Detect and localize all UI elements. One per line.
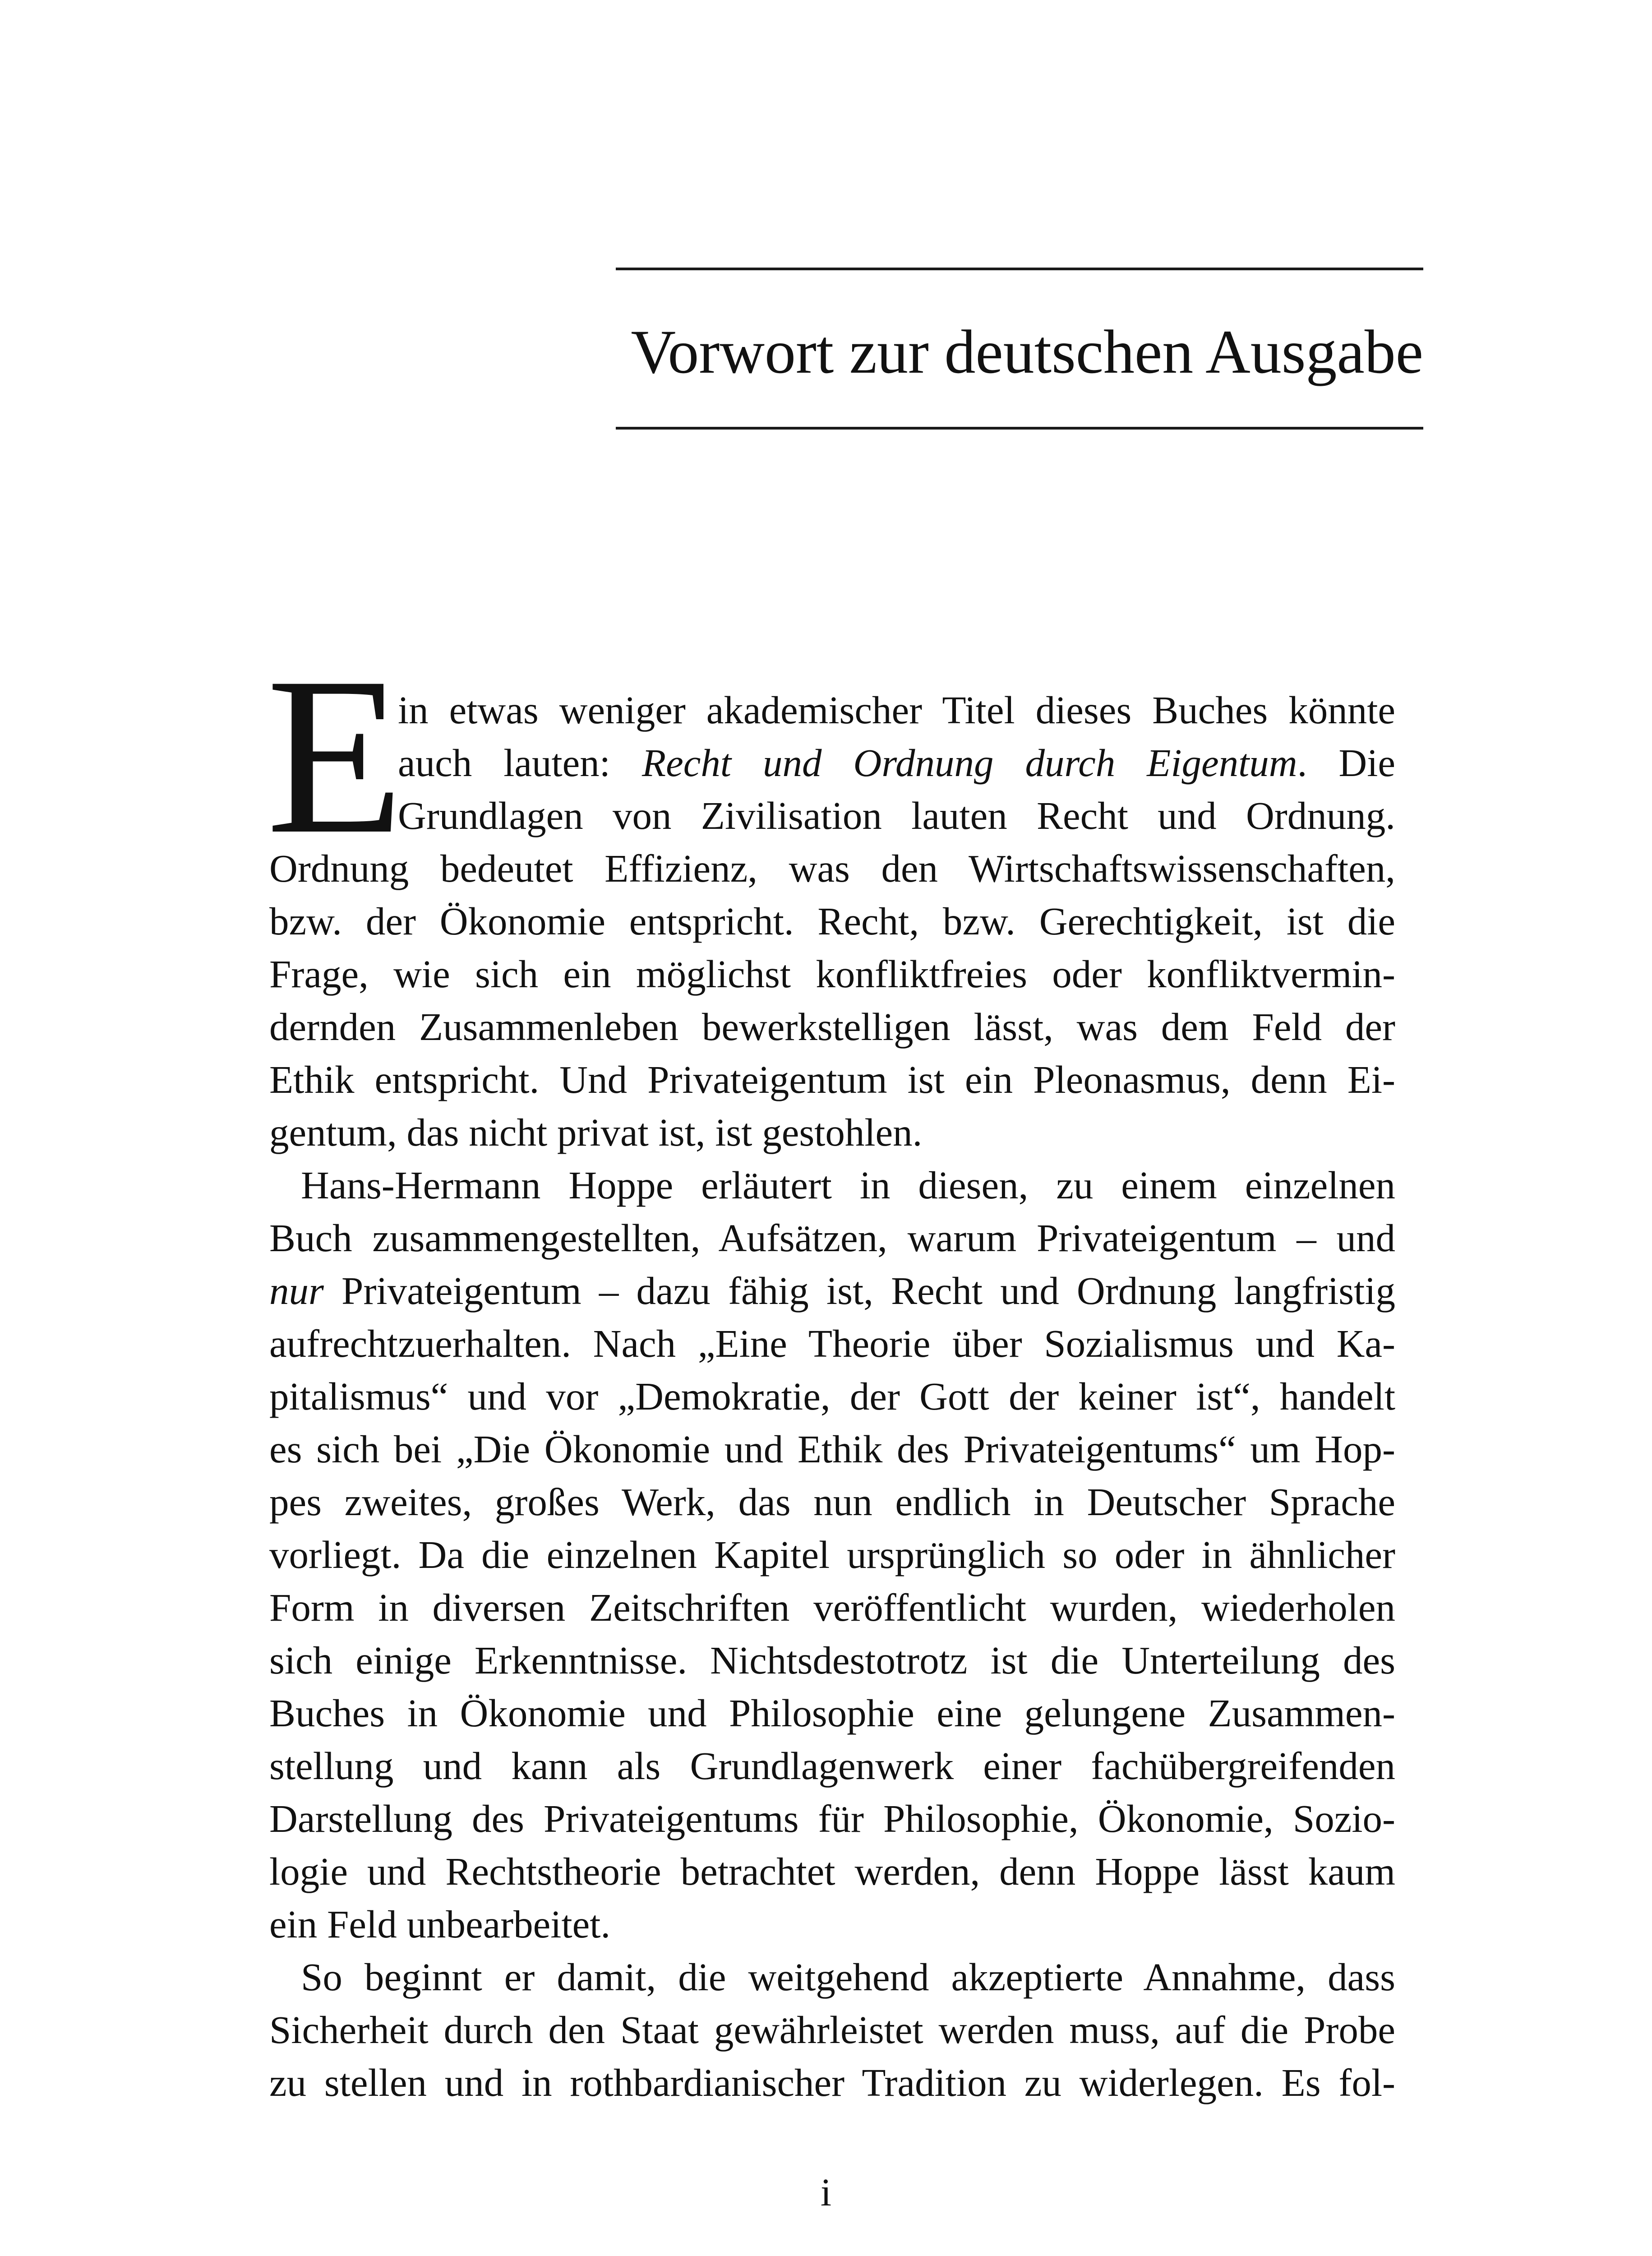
title-rule-bottom [616,427,1423,430]
italic-title: Recht und Ordnung durch Eigentum [641,741,1297,785]
text-line: Ordnung bedeutet Effizienz, was den Wirtschaftswissenschaften, [269,846,1395,890]
text-run: . Die [1297,741,1395,785]
text-line: dernden Zusammenleben bewerkstelligen lässt, was dem Feld der [269,1005,1395,1049]
text-line: Hans-Hermann Hoppe erläutert in diesen, zu einem einzelnen [301,1163,1395,1207]
text-line [269,736,1395,789]
text-line: bzw. der Ökonomie entspricht. Recht, bzw. Gerechtigkeit, ist die [269,899,1395,943]
text-line: Darstellung des Privateigentums für Philosophie, Ökonomie, Sozio- [269,1797,1395,1840]
italic-emphasis: nur [269,1269,324,1313]
text-line: Grundlagen von Zivilisation lauten Recht und Ordnung. [398,794,1395,837]
text-line: vorliegt. Da die einzelnen Kapitel ursprünglich so oder in ähnlicher [269,1533,1395,1576]
text-line: Frage, wie sich ein möglichst konfliktfreies oder konfliktvermin- [269,952,1395,996]
text-line: logie und Rechtstheorie betrachtet werden, denn Hoppe lässt kaum [269,1849,1395,1893]
text-line: in etwas weniger akademischer Titel dieses Buches könnte [398,688,1395,732]
text-run: Privateigentum – dazu fähig ist, Recht und Ordnung langfristig [323,1269,1395,1313]
text-line: aufrechtzuerhalten. Nach „Eine Theorie über Sozialismus und Ka- [269,1322,1395,1365]
text-line: es sich bei „Die Ökonomie und Ethik des Privateigentums“ um Hop- [269,1427,1395,1471]
text-line: pes zweites, großes Werk, das nun endlich in Deutscher Sprache [269,1480,1395,1524]
text-line: pitalismus“ und vor „Demokratie, der Gott der keiner ist“, handelt [269,1374,1395,1418]
text-line [269,1264,1395,1317]
text-run: auch lauten: [398,741,642,785]
paragraph-3 [269,1951,1395,2109]
text-line: sich einige Erkenntnisse. Nichtsdestotrotz ist die Unterteilung des [269,1638,1395,1682]
drop-cap: E [266,631,404,881]
paragraph-2 [269,1159,1395,1951]
text-line: Sicherheit durch den Staat gewährleistet werden muss, auf die Probe [269,2008,1395,2052]
body-text [269,684,1395,2109]
chapter-title: Vorwort zur deutschen Ausgabe [631,317,1423,386]
text-line: gentum, das nicht privat ist, ist gestohlen. [269,1110,923,1154]
text-line: Buches in Ökonomie und Philosophie eine gelungene Zusammen- [269,1691,1395,1735]
text-line: ein Feld unbearbeitet. [269,1902,611,1946]
text-line: Ethik entspricht. Und Privateigentum ist ein Pleonasmus, denn Ei- [269,1058,1395,1101]
paragraph-1 [269,684,1395,1159]
text-line: stellung und kann als Grundlagenwerk einer fachübergreifenden [269,1744,1395,1788]
text-line: So beginnt er damit, die weitgehend akzeptierte Annahme, dass [301,1955,1395,1999]
text-line: Form in diversen Zeitschriften veröffentlicht wurden, wiederholen [269,1586,1395,1629]
title-rule-top [616,268,1423,270]
text-line: Buch zusammengestellten, Aufsätzen, warum Privateigentum – und [269,1216,1395,1260]
page-number: i [820,2170,832,2214]
text-line: zu stellen und in rothbardianischer Tradition zu widerlegen. Es fol- [269,2061,1395,2104]
